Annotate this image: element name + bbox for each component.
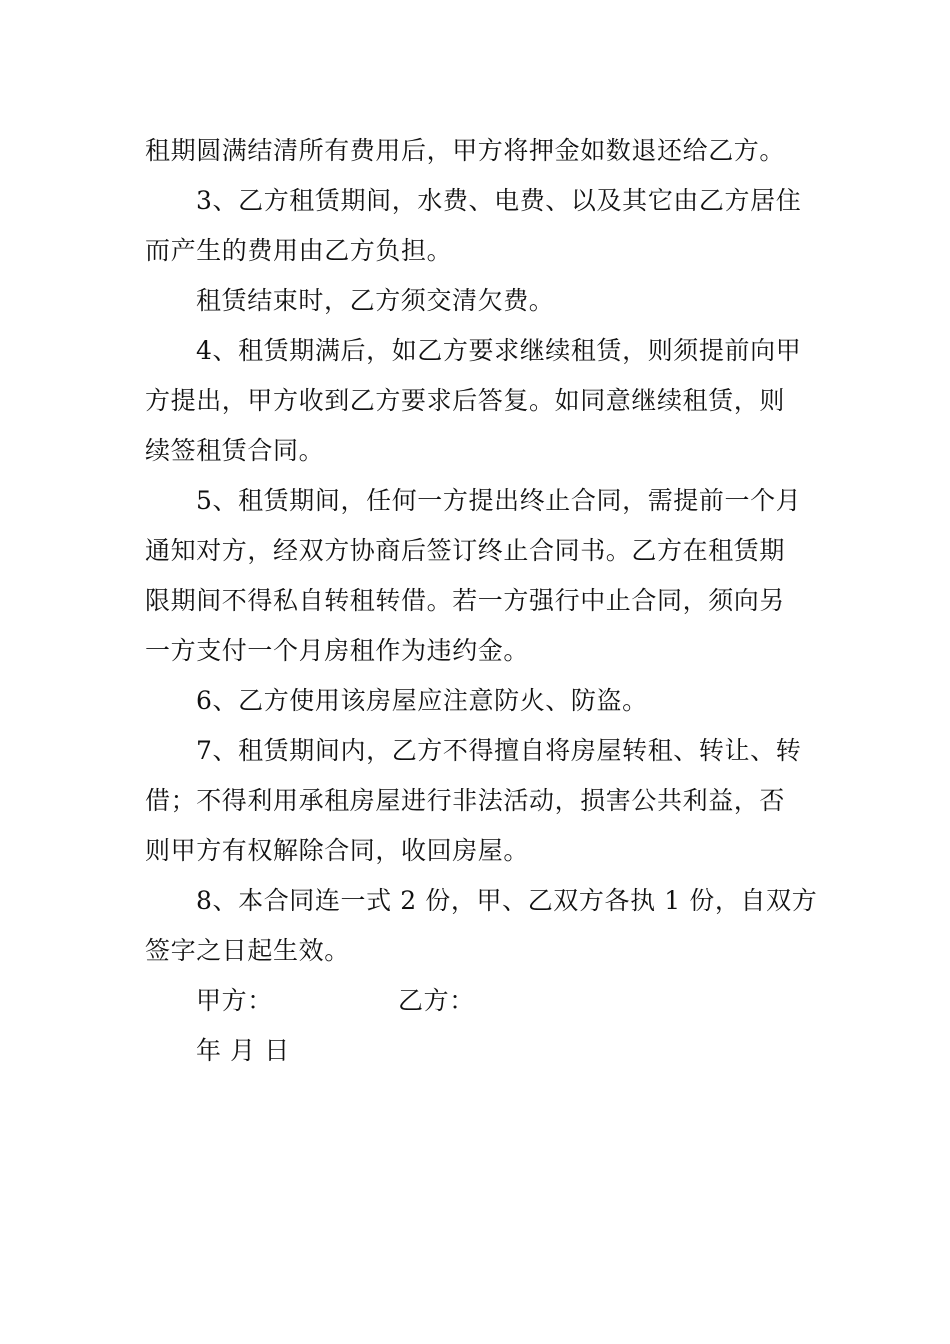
clause-7-line: 则甲方有权解除合同，收回房屋。 <box>145 836 530 865</box>
clause-5-line: 5、租赁期间，任何一方提出终止合同，需提前一个月 <box>196 486 802 515</box>
clause-4-line: 方提出，甲方收到乙方要求后答复。如同意继续租赁，则 <box>145 386 786 415</box>
paragraph-line: 租赁结束时，乙方须交清欠费。 <box>196 286 555 315</box>
clause-3-line: 3、乙方租赁期间，水费、电费、以及其它由乙方居住 <box>196 186 802 215</box>
clause-5-line: 通知对方，经双方协商后签订终止合同书。乙方在租赁期 <box>145 536 786 565</box>
signature-party-b: 乙方： <box>398 986 475 1015</box>
clause-5-line: 限期间不得私自转租转借。若一方强行中止合同，须向另 <box>145 586 786 615</box>
clause-6-line: 6、乙方使用该房屋应注意防火、防盗。 <box>196 686 648 715</box>
clause-7-line: 借；不得利用承租房屋进行非法活动，损害公共利益，否 <box>145 786 786 815</box>
clause-8-line: 8、本合同连一式 2 份，甲、乙双方各执 1 份，自双方 <box>196 886 818 915</box>
clause-4-line: 4、租赁期满后，如乙方要求继续租赁，则须提前向甲 <box>196 336 802 365</box>
signature-party-a: 甲方： <box>196 986 273 1015</box>
clause-7-line: 7、租赁期间内，乙方不得擅自将房屋转租、转让、转 <box>196 736 802 765</box>
clause-3-line: 而产生的费用由乙方负担。 <box>145 236 453 265</box>
clause-4-line: 续签租赁合同。 <box>145 436 325 465</box>
paragraph-line: 租期圆满结清所有费用后，甲方将押金如数退还给乙方。 <box>145 136 786 165</box>
clause-8-line: 签字之日起生效。 <box>145 936 350 965</box>
clause-5-line: 一方支付一个月房租作为违约金。 <box>145 636 530 665</box>
date-line: 年 月 日 <box>196 1036 290 1065</box>
